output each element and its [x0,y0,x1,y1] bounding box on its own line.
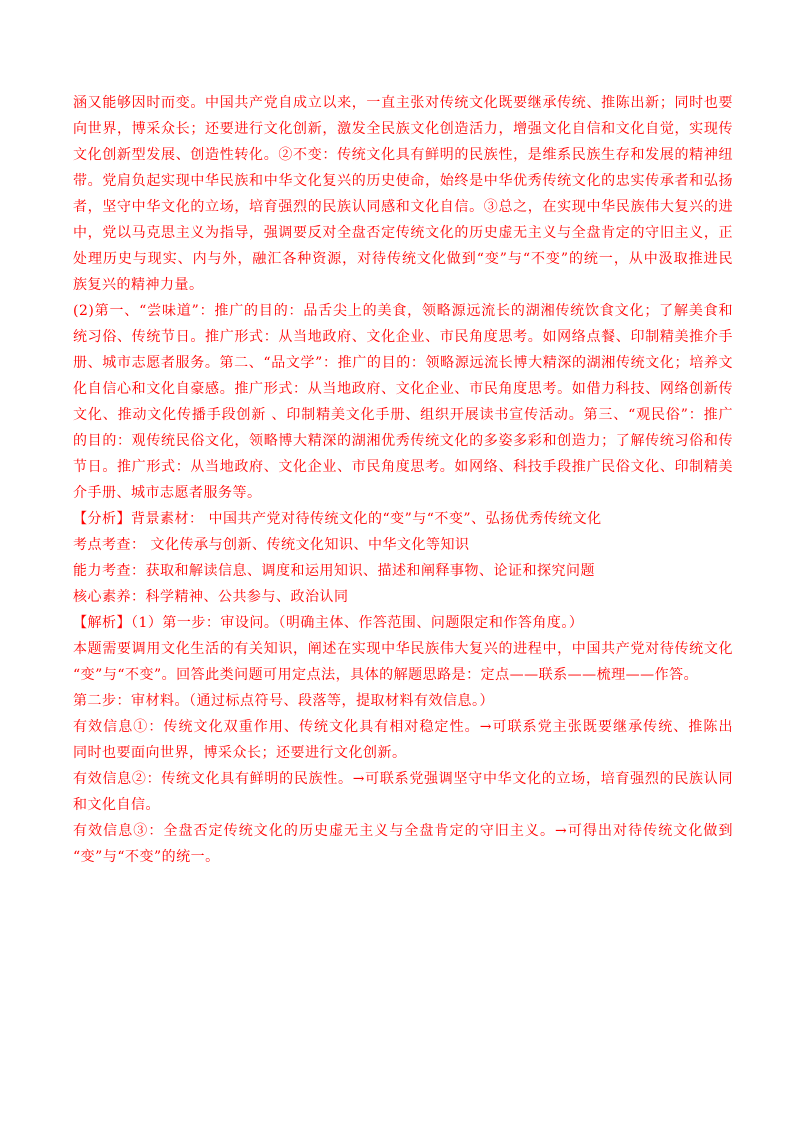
text-line: 统习俗、传统节日。推广形式：从当地政府、文化企业、市民角度思考。如网络点餐、印制精美推介手 [73,329,733,345]
text-line: 涵又能够因时而变。中国共产党自成立以来，一直主张对传统文化既要继承传统、推陈出新；同时也要 [73,95,733,111]
text-line: 【分析】背景素材： 中国共产党对待传统文化的“变”与“不变”、弘扬优秀传统文化 [73,511,602,527]
text-line: 处理历史与现实、内与外，融汇各种资源，对待传统文化做到“变”与“不变”的统一，从中汲取推进民 [73,251,733,267]
text-line: 者，坚守中华文化的立场，培育强烈的民族认同感和文化自信。③总之，在实现中华民族伟大复兴的进 [73,199,733,215]
text-line: 能力考查：获取和解读信息、调度和运用知识、描述和阐释事物、论证和探究问题 [73,563,595,579]
text-line: 有效信息①：传统文化双重作用、传统文化具有相对稳定性。→可联系党主张既要继承传统、推陈出 [73,719,733,735]
text-line: (2)第一、“尝味道”：推广的目的：品舌尖上的美食，领略源远流长的湖湘传统饮食文化；了解美食和 [73,303,733,319]
text-line: 核心素养：科学精神、公共参与、政治认同 [73,589,349,605]
document-page [73,90,733,870]
text-line: 【解析】（1）第一步：审设问。（明确主体、作答范围、问题限定和作答角度。） [73,615,584,631]
text-line: 册、城市志愿者服务。第二、“品文学”：推广的目的：领略源远流长博大精深的湖湘传统文化；培养文 [73,355,733,371]
text-line: 中，党以马克思主义为指导，强调要反对全盘否定传统文化的历史虚无主义与全盘肯定的守旧主义，正 [73,225,733,241]
text-line: 化自信心和文化自豪感。推广形式：从当地政府、文化企业、市民角度思考。如借力科技、网络创新传 [73,381,733,397]
text-line: 有效信息③：全盘否定传统文化的历史虚无主义与全盘肯定的守旧主义。→可得出对待传统文化做到 [73,823,733,839]
text-line: 文化创新型发展、创造性转化。②不变：传统文化具有鲜明的民族性，是维系民族生存和发展的精神纽 [73,147,733,163]
text-line: 介手册、城市志愿者服务等。 [73,485,262,501]
text-line: “变”与“不变”的统一。 [73,849,220,865]
text-line: 同时也要面向世界，博采众长；还要进行文化创新。 [73,745,407,761]
text-line: “变”与“不变”。回答此类问题可用定点法，具体的解题思路是：定点——联系——梳理——作答。 [73,667,699,683]
text-line: 族复兴的精神力量。 [73,277,204,293]
text-line: 有效信息②：传统文化具有鲜明的民族性。→可联系党强调坚守中华文化的立场，培育强烈的民族认同 [73,771,733,787]
text-line: 考点考查： 文化传承与创新、传统文化知识、中华文化等知识 [73,537,470,553]
text-line: 带。党肩负起实现中华民族和中华文化复兴的历史使命，始终是中华优秀传统文化的忠实传承者和弘扬 [73,173,733,189]
text-line: 文化、推动文化传播手段创新 、印制精美文化手册、组织开展读书宣传活动。第三、“观民俗”：推广 [73,407,733,423]
text-line: 的目的：观传统民俗文化，领略博大精深的湖湘优秀传统文化的多姿多彩和创造力；了解传统习俗和传 [73,433,733,449]
text-line: 第二步：审材料。（通过标点符号、段落等，提取材料有效信息。） [73,693,494,709]
text-line: 向世界，博采众长；还要进行文化创新，激发全民族文化创造活力，增强文化自信和文化自觉，实现传 [73,121,733,137]
text-line: 节日。推广形式：从当地政府、文化企业、市民角度思考。如网络、科技手段推广民俗文化、印制精美 [73,459,733,475]
text-line: 和文化自信。 [73,797,160,813]
text-line: 本题需要调用文化生活的有关知识，阐述在实现中华民族伟大复兴的进程中，中国共产党对待传统文化 [73,641,733,657]
